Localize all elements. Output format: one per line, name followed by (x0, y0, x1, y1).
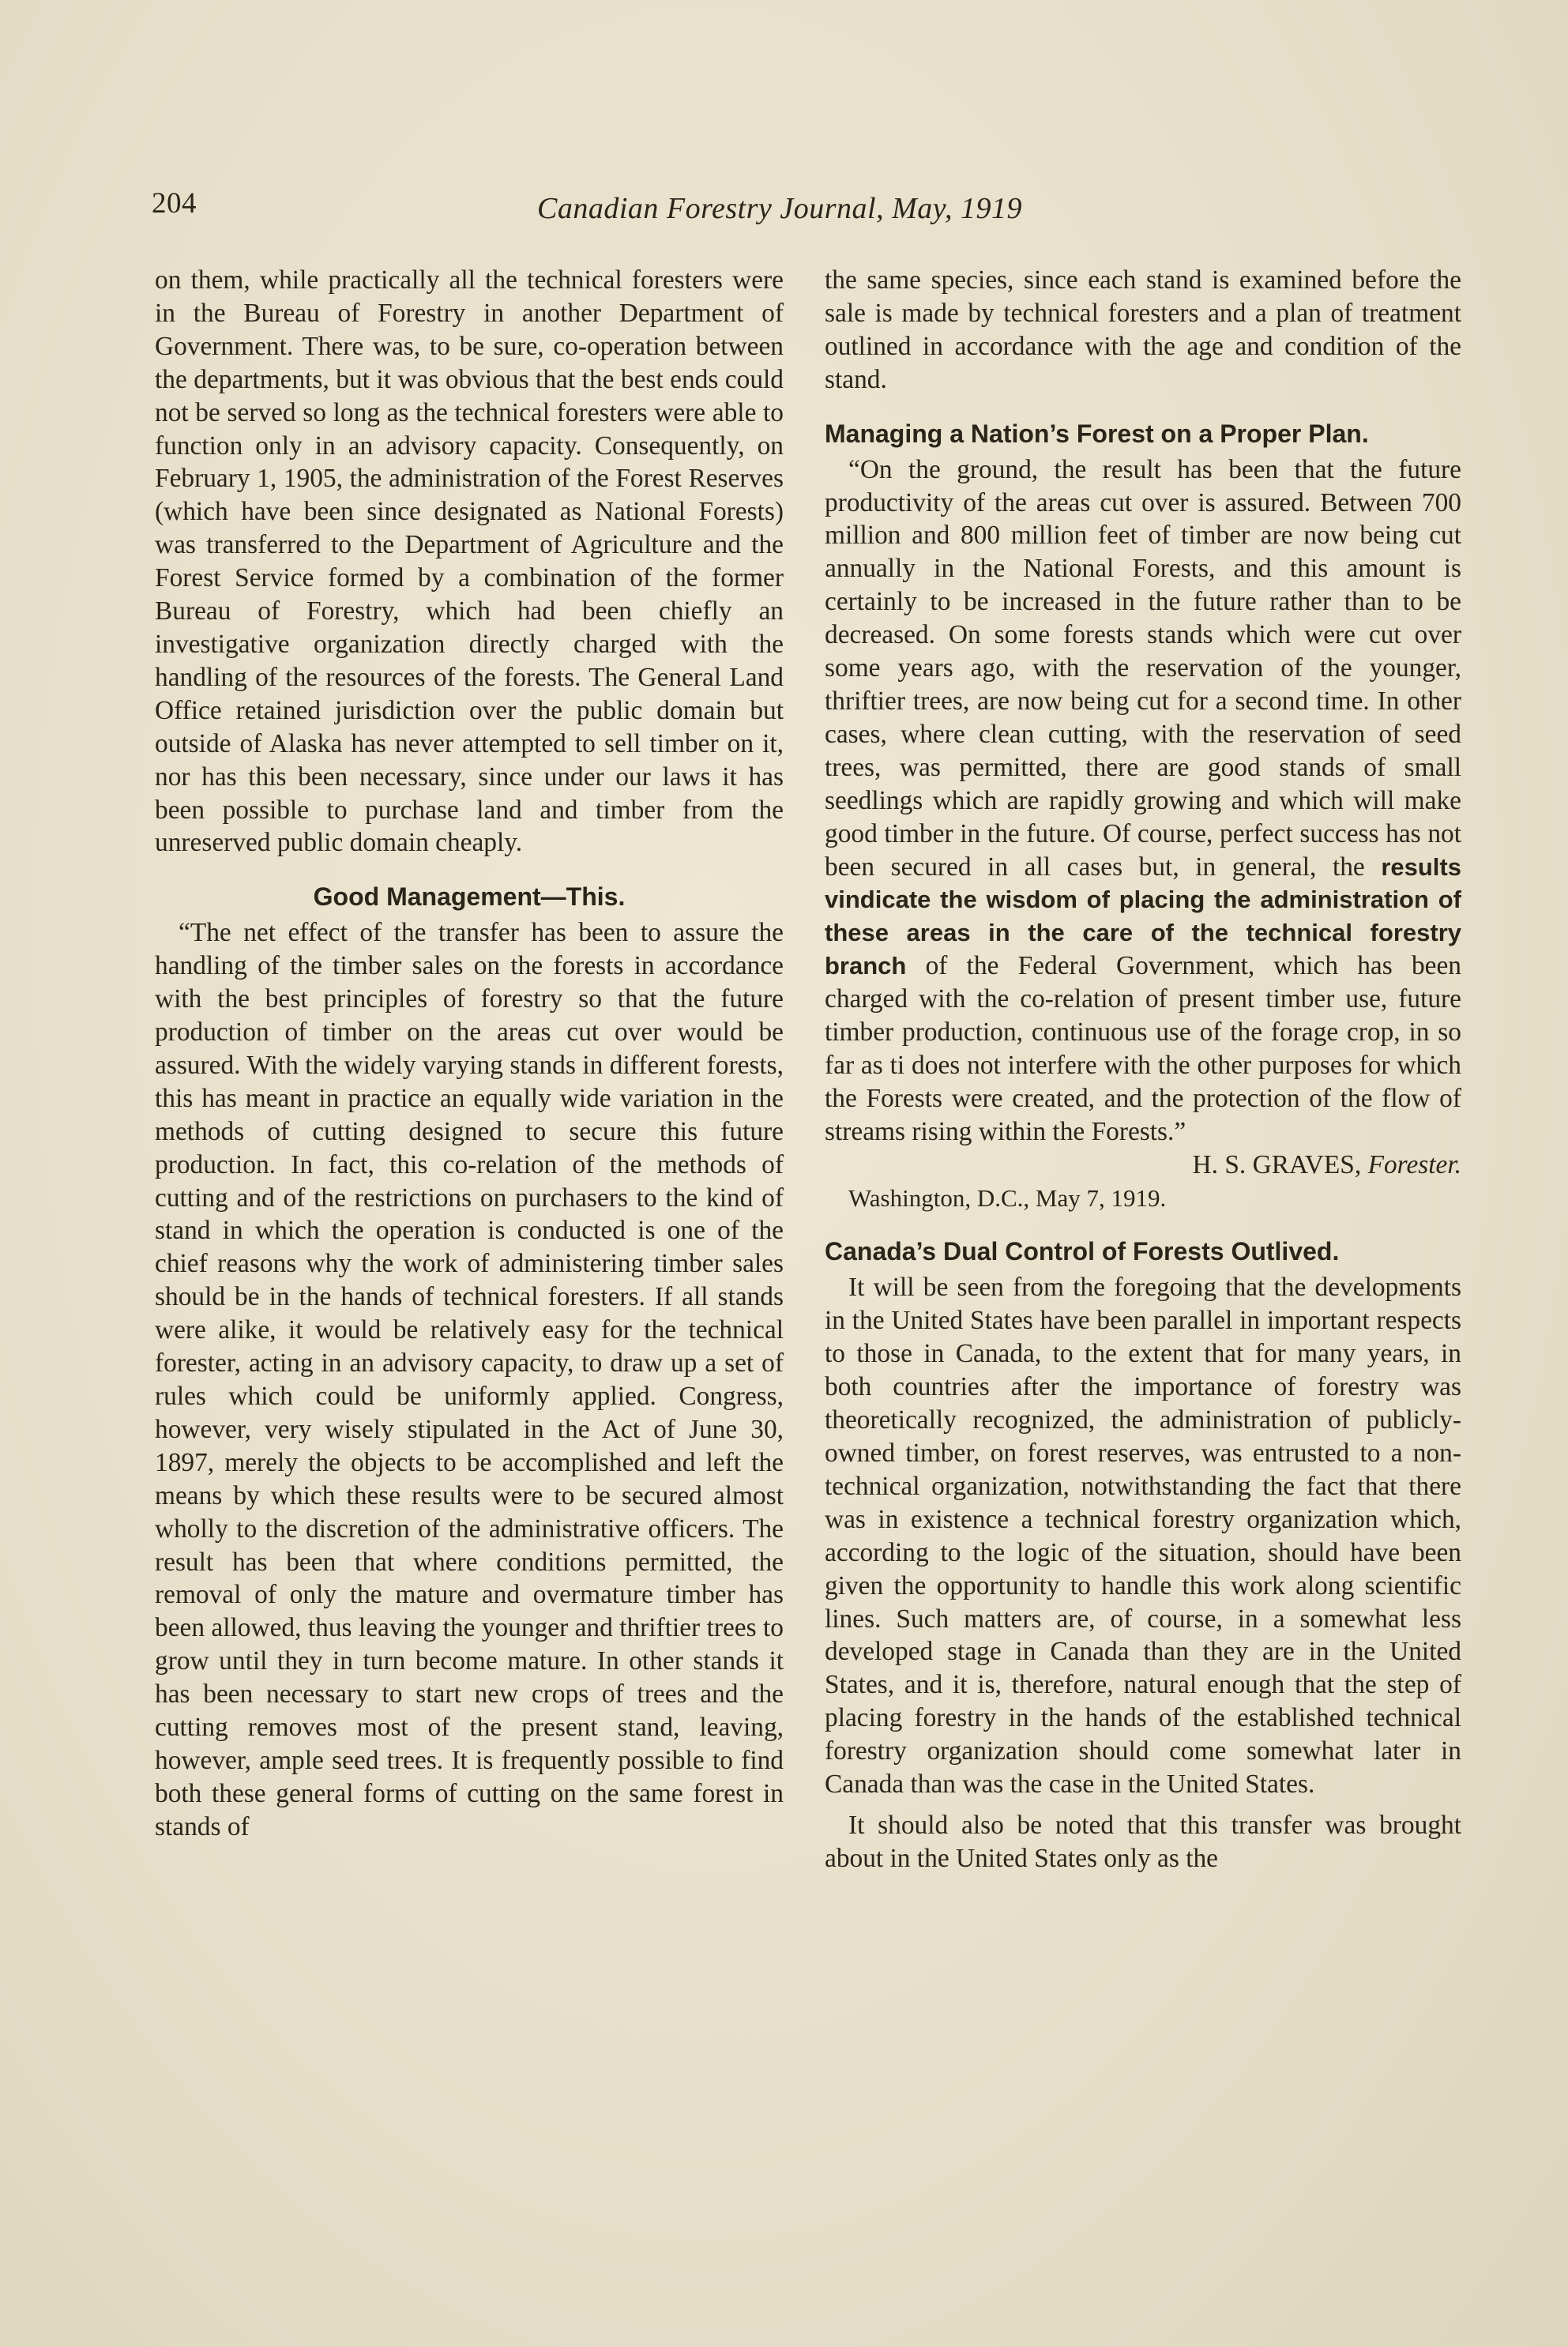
section-heading: Canada’s Dual Control of Forests Outlived. (825, 1237, 1340, 1266)
paragraph-text: “On the ground, the result has been that the future productivity of the areas cut over is assured. Between 700 million and 800 million feet of timber are now being cut annually in the National Forests, and this amount is certainly to be increased in the future rather than to be decreased. On some forests stands which were cut over some years ago, with the reservation of the younger, thriftier trees, are now being cut for a second time. In other cases, where clean cutting, with the reservation of seed trees, was permitted, there are good stands of small seedlings which are rapidly growing and which will make good timber in the future. Of course, perfect success has not been secured in all cases but, in general, the (825, 454, 1461, 882)
signature-title: Forester. (1367, 1149, 1461, 1179)
signature (825, 1149, 1461, 1182)
right-column (825, 264, 1461, 1875)
section-heading: Good Management—This. (313, 882, 626, 912)
paragraph: “The net effect of the transfer has been to assure the handling of the timber sales on the forests in accordance with the best principles of forestry so that the future production of timber on the areas cut over would be assured. With the widely varying stands in different forests, this has meant in practice an equally wide variation in the methods of cutting designed to secure this future production. In fact, this co-relation of the methods of cutting and of the restrictions on purchasers to the kind of stand in which the operation is conducted is one of the chief reasons why the work of administering timber sales should be in the hands of technical foresters. If all stands were alike, it would be relatively easy for the technical forester, acting in an advisory capacity, to draw up a set of rules which could be uniformly applied. Congress, however, very wisely stipulated in the Act of June 30, 1897, merely the objects to be accomplished and left the means by which these results were to be secured almost wholly to the discretion of the administrative officers. The result has been that where conditions permitted, the removal of only the mature and overmature timber has been allowed, thus leaving the younger and thriftier trees to grow until they in turn become mature. In other stands it has been necessary to start new crops of trees and the cutting removes most of the present stand, leaving, however, ample seed trees. It is frequently possible to find both these general forms of cutting on the same forest in stands of (155, 918, 784, 1841)
paragraph-text: of the Federal Government, which has been charged with the co-relation of present timber use, future timber production, continuous use of the forage crop, in so far as ti does not interfere with the other purposes for which the Forests were created, and the protection of the flow of streams rising within the Forests.” (825, 951, 1461, 1146)
paragraph: on them, while practically all the technical foresters were in the Bureau of Forestry in another Department of Government. There was, to be sure, co-operation between the departments, but it was obvious that the best ends could not be served so long as the technical foresters were able to function only in an advisory capacity. Consequently, on February 1, 1905, the administration of the Forest Reserves (which have been since designated as National Forests) was transferred to the Department of Agriculture and the Forest Service formed by a combination of the former Bureau of Forestry, which had been chiefly an investigative organization directly charged with the handling of the resources of the forests. The General Land Office retained jurisdiction over the public domain but outside of Alaska has never attempted to sell timber on it, nor has this been necessary, since under our laws it has been possible to purchase land and timber from the unreserved public domain cheaply. (155, 265, 784, 858)
paragraph: the same species, since each stand is examined before the sale is made by technical foresters and a plan of treatment outlined in accordance with the age and condition of the stand. (825, 265, 1461, 394)
page-header (152, 186, 1431, 234)
paragraph: It will be seen from the foregoing that the developments in the United States have been parallel in important respects to those in Canada, to the extent that for many years, in both countries after the importance of forestry was theoretically recognized, the administration of publicly-owned timber, on forest reserves, was entrusted to a non-technical organization, notwithstanding the fact that there was in existence a technical forestry organization which, according to the logic of the situation, should have been given the opportunity to handle this work along scientific lines. Such matters are, of course, in a somewhat less developed stage in Canada than they are in the United States, and it is, therefore, natural enough that the step of placing forestry in the hands of the established technical forestry organization should come somewhat later in Canada than was the case in the United States. (825, 1273, 1461, 1800)
dateline: Washington, D.C., May 7, 1919. (848, 1183, 1167, 1212)
left-column (155, 264, 784, 1844)
paragraph (825, 453, 1461, 1149)
paragraph: It should also be noted that this transfer was brought about in the United States only as the (825, 1810, 1461, 1873)
signature-name: H. S. GRAVES, (1192, 1149, 1362, 1179)
emphasized-text: results vindicate the wisdom of placing the administration of these areas in the care of the technical forestry branch (825, 852, 1461, 980)
section-heading: Managing a Nation’s Forest on a Proper Plan. (825, 419, 1369, 448)
page-number: 204 (152, 187, 197, 220)
running-title: Canadian Forestry Journal, May, 1919 (537, 192, 1022, 225)
